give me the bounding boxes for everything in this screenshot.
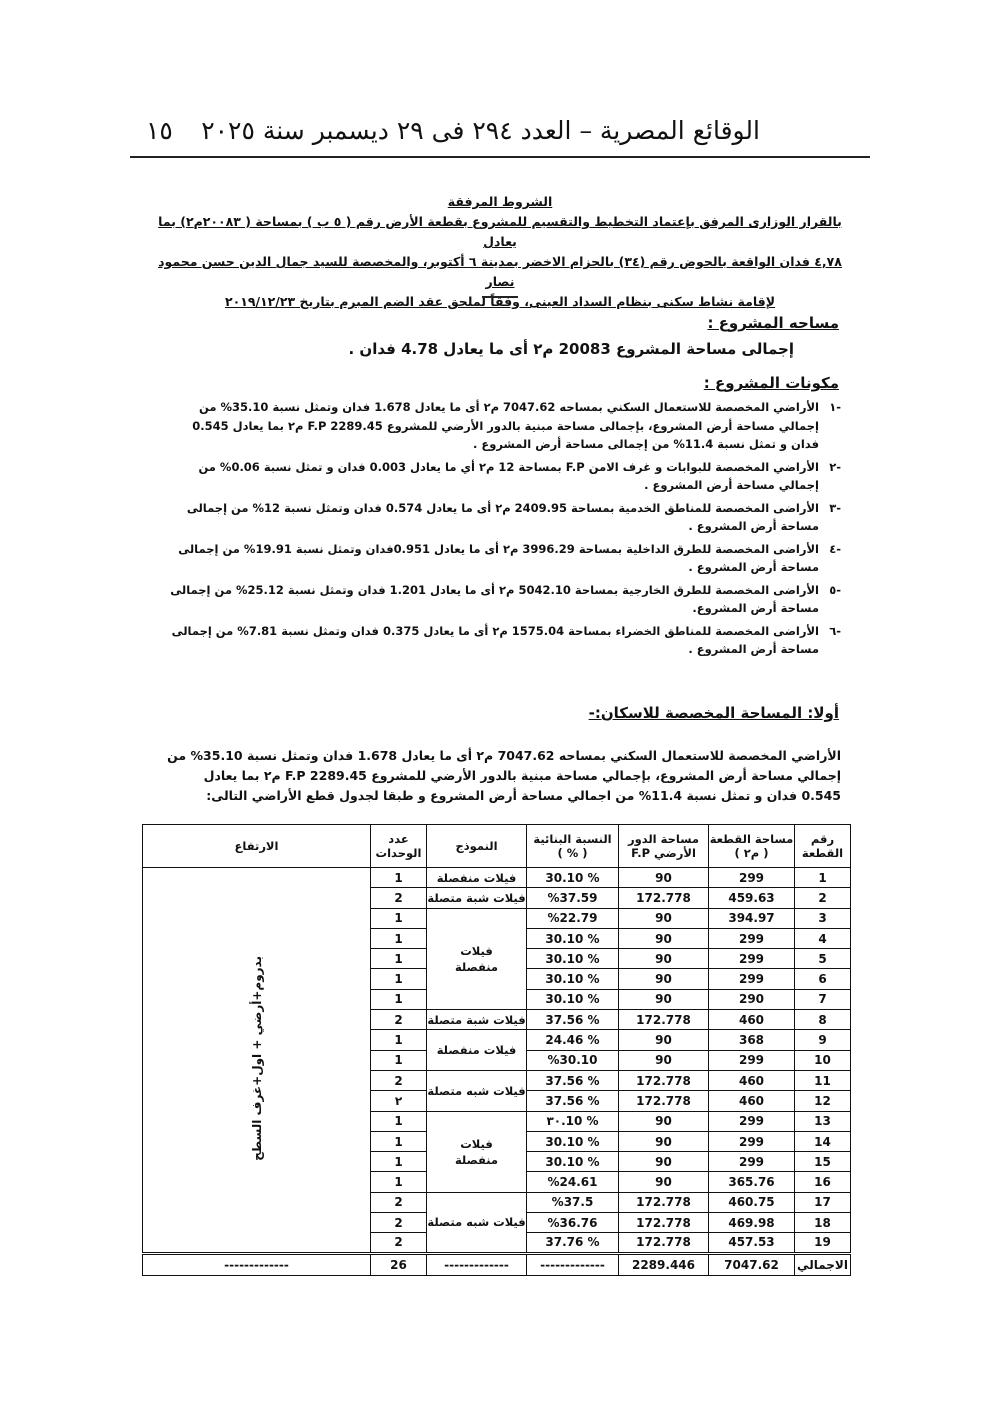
- cell-plot-area: 299: [709, 949, 795, 969]
- cell-coverage: %22.79: [527, 908, 619, 928]
- housing-title: أولا: المساحة المخصصة للاسكان:-: [588, 704, 839, 722]
- table-row: [143, 868, 851, 888]
- header-plot-area: مساحة القطعة ( م٢ ): [709, 825, 795, 868]
- cell-model: فيلات منفصلة: [427, 1030, 527, 1071]
- cell-model: فيلات شبه متصلة: [427, 1070, 527, 1111]
- cell-coverage: 37.56 %: [527, 1091, 619, 1111]
- cell-units: 1: [371, 1131, 427, 1151]
- project-total-area: إجمالى مساحة المشروع 20083 م٢ أى ما يعادل 4.78 فدان .: [348, 340, 794, 358]
- cell-plot-no: 14: [795, 1131, 851, 1151]
- header-height: الارتفاع: [143, 825, 371, 868]
- header-units: عدد الوحدات: [371, 825, 427, 868]
- cell-footprint: 90: [619, 928, 709, 948]
- cell-units: ٢: [371, 1091, 427, 1111]
- cell-plot-area: 299: [709, 1050, 795, 1070]
- cell-coverage: 30.10 %: [527, 949, 619, 969]
- cell-model: فيلات منفصلة: [427, 908, 527, 1009]
- item-number: -٢: [829, 459, 841, 474]
- conditions-heading: [150, 192, 850, 312]
- cell-plot-area: 299: [709, 868, 795, 888]
- components-list: [161, 398, 841, 663]
- cell-units: 1: [371, 908, 427, 928]
- cell-plot-area: 299: [709, 969, 795, 989]
- total-height: -------------: [143, 1253, 371, 1275]
- total-plot-area: 7047.62: [709, 1253, 795, 1275]
- cell-plot-area: 394.97: [709, 908, 795, 928]
- cell-units: 1: [371, 928, 427, 948]
- cell-footprint: 90: [619, 868, 709, 888]
- cell-plot-area: 469.98: [709, 1213, 795, 1233]
- cell-footprint: 172.778: [619, 1213, 709, 1233]
- cell-plot-no: 7: [795, 989, 851, 1009]
- cell-plot-area: 368: [709, 1030, 795, 1050]
- cell-plot-no: 3: [795, 908, 851, 928]
- cell-model: فيلات شبة متصلة: [427, 888, 527, 908]
- item-number: -١: [829, 400, 841, 414]
- cell-units: 1: [371, 1050, 427, 1070]
- cell-plot-no: 6: [795, 969, 851, 989]
- cell-units: 2: [371, 1070, 427, 1090]
- cell-footprint: 90: [619, 1131, 709, 1151]
- cell-plot-no: 1: [795, 868, 851, 888]
- cell-plot-no: 4: [795, 928, 851, 948]
- cell-model: فيلات منفصلة: [427, 868, 527, 888]
- component-item: [161, 398, 841, 454]
- cell-height: [143, 868, 371, 1254]
- component-item: [161, 458, 841, 495]
- cell-plot-no: 2: [795, 888, 851, 908]
- item-text: الأراضى المخصصة للطرق الخارجية بمساحة 5042.10 م٢ أى ما يعادل 1.201 فدان وتمثل نسبة 25.12% من إجمالى مساحة أرض المشروع.: [170, 582, 819, 615]
- total-coverage: -------------: [527, 1253, 619, 1275]
- item-number: -٣: [829, 500, 841, 515]
- cell-plot-area: 299: [709, 1131, 795, 1151]
- component-item: [161, 499, 841, 536]
- cell-footprint: 172.778: [619, 1233, 709, 1253]
- components-title: مكونات المشروع :: [703, 374, 839, 392]
- heading-line: ٤,٧٨ فدان الواقعة بالحوض رقم (٣٤) بالحزام الاخضر بمدينة ٦ أكتوبر، والمخصصة للسيد جمال الدين حسن محمود نصار: [158, 254, 842, 289]
- cell-coverage: %30.10: [527, 1050, 619, 1070]
- cell-coverage: 30.10 %: [527, 1131, 619, 1151]
- cell-units: 1: [371, 969, 427, 989]
- cell-footprint: 90: [619, 1111, 709, 1131]
- cell-units: 1: [371, 1172, 427, 1192]
- cell-footprint: 172.778: [619, 1010, 709, 1030]
- cell-model: فيلات منفصلة: [427, 1111, 527, 1192]
- cell-plot-area: 457.53: [709, 1233, 795, 1253]
- cell-coverage: 24.46 %: [527, 1030, 619, 1050]
- cell-plot-area: 299: [709, 928, 795, 948]
- total-label: الاجمالي: [795, 1253, 851, 1275]
- cell-plot-no: 19: [795, 1233, 851, 1253]
- cell-footprint: 90: [619, 1152, 709, 1172]
- table-total-row: [143, 1253, 851, 1275]
- header-footprint: مساحة الدور الأرضي F.P: [619, 825, 709, 868]
- cell-coverage: 30.10 %: [527, 868, 619, 888]
- cell-model: فيلات شبه متصلة: [427, 1192, 527, 1253]
- cell-plot-no: 16: [795, 1172, 851, 1192]
- cell-units: 2: [371, 1213, 427, 1233]
- header-plot-no: رقم القطعة: [795, 825, 851, 868]
- cell-footprint: 172.778: [619, 1070, 709, 1090]
- gazette-header: [130, 112, 870, 158]
- cell-plot-no: 15: [795, 1152, 851, 1172]
- gazette-title: الوقائع المصرية – العدد ٢٩٤ فى ٢٩ ديسمبر سنة ٢٠٢٥: [201, 116, 760, 145]
- cell-units: 2: [371, 1233, 427, 1253]
- total-units: 26: [371, 1253, 427, 1275]
- cell-footprint: 90: [619, 989, 709, 1009]
- cell-footprint: 90: [619, 969, 709, 989]
- cell-plot-no: 11: [795, 1070, 851, 1090]
- cell-coverage: 37.56 %: [527, 1070, 619, 1090]
- cell-plot-area: 459.63: [709, 888, 795, 908]
- component-item: [161, 540, 841, 577]
- cell-plot-no: 5: [795, 949, 851, 969]
- cell-footprint: 90: [619, 1172, 709, 1192]
- cell-footprint: 172.778: [619, 1192, 709, 1212]
- item-text: الأراضى المخصصة للطرق الداخلية بمساحة 3996.29 م٢ أى ما يعادل 0.951فدان وتمثل نسبة 19.91% من إجمالى مساحة أرض المشروع .: [178, 541, 819, 574]
- item-text: الأراضى المخصصة للمناطق الخدمية بمساحة 2409.95 م٢ أى ما يعادل 0.574 فدان وتمثل نسبة 12% من إجمالى مساحة أرض المشروع .: [186, 500, 819, 533]
- header-model: النموذج: [427, 825, 527, 868]
- divider: [482, 296, 518, 298]
- cell-units: 1: [371, 868, 427, 888]
- cell-units: 1: [371, 989, 427, 1009]
- cell-plot-area: 460: [709, 1091, 795, 1111]
- cell-plot-no: 17: [795, 1192, 851, 1212]
- cell-units: 2: [371, 1192, 427, 1212]
- cell-plot-area: 365.76: [709, 1172, 795, 1192]
- project-area-title: مساحه المشروع :: [707, 314, 839, 332]
- cell-units: 1: [371, 1111, 427, 1131]
- cell-coverage: %37.5: [527, 1192, 619, 1212]
- cell-coverage: %37.59: [527, 888, 619, 908]
- cell-coverage: 30.10 %: [527, 989, 619, 1009]
- cell-units: 1: [371, 1030, 427, 1050]
- conditions-title: الشروط المرفقة: [447, 194, 553, 209]
- cell-footprint: 90: [619, 1030, 709, 1050]
- item-number: -٥: [829, 582, 841, 597]
- item-number: -٤: [829, 541, 841, 556]
- height-value: بدروم+أرضي + اول+غرف السطح: [249, 955, 264, 1161]
- item-text: الأراضي المخصصة للبوابات و غرف الامن F.P بمساحة 12 م٢ أي ما يعادل 0.003 فدان و تمثل نسبة 0.06% من إجمالي مساحة أرض المشروع .: [198, 459, 819, 492]
- cell-plot-no: 13: [795, 1111, 851, 1131]
- cell-coverage: 30.10 %: [527, 928, 619, 948]
- cell-plot-no: 18: [795, 1213, 851, 1233]
- item-number: -٦: [829, 623, 841, 638]
- item-text: الأراضى المخصصة للمناطق الخضراء بمساحة 1575.04 م٢ أى ما يعادل 0.375 فدان وتمثل نسبة 7.81% من إجمالى مساحة أرض المشروع .: [171, 623, 819, 656]
- cell-footprint: 90: [619, 908, 709, 928]
- cell-footprint: 172.778: [619, 888, 709, 908]
- heading-line: بالقرار الوزارى المرفق بإعتماد التخطيط والتقسيم للمشروع بقطعة الأرض رقم ( ٥ ب ) بمساحة ( ٢٠٠٨٣م٢) بما يعادل: [158, 214, 842, 249]
- cell-plot-area: 460.75: [709, 1192, 795, 1212]
- table-header-row: [143, 825, 851, 868]
- plots-table: [142, 824, 851, 1276]
- cell-coverage: 30.10 %: [527, 1152, 619, 1172]
- page-number: ١٥: [146, 116, 173, 145]
- header-coverage: النسبة البنائية ( % ): [527, 825, 619, 868]
- cell-plot-area: 299: [709, 1152, 795, 1172]
- cell-coverage: %36.76: [527, 1213, 619, 1233]
- cell-plot-area: 460: [709, 1070, 795, 1090]
- heading-line: لإقامة نشاط سكنى بنظام السداد العينى، وفقاً لملحق عقد الضم المبرم بتاريخ ٢٠١٩/١٢/٢٣: [224, 294, 776, 309]
- housing-paragraph: الأراضي المخصصة للاستعمال السكني بمساحه 7047.62 م٢ أى ما يعادل 1.678 فدان وتمثل نسبة 35.10% من إجمالي مساحة أرض المشروع، بإجمالي مساحة مبنية بالدور الأرضي للمشروع F.P 2289.45 م٢ بما يعادل 0.545 فدان و تمثل نسبة 11.4% من اجمالي مساحة أرض المشروع و طبقا لجدول قطع الأراضي التالى:: [167, 748, 841, 803]
- item-text: الأراضي المخصصة للاستعمال السكني بمساحه 7047.62 م٢ أى ما يعادل 1.678 فدان وتمثل نسبة 35.10% من إجمالي مساحة أرض المشروع، بإجمالى مساحة مبنية بالدور الأرضي للمشروع F.P 2289.45 م٢ بما يعادل 0.545 فدان و تمثل نسبة 11.4% من إجمالى مساحة أرض المشروع .: [192, 400, 819, 451]
- cell-coverage: 37.56 %: [527, 1010, 619, 1030]
- component-item: [161, 622, 841, 659]
- cell-plot-area: 299: [709, 1111, 795, 1131]
- component-item: [161, 581, 841, 618]
- cell-units: 2: [371, 1010, 427, 1030]
- cell-plot-area: 460: [709, 1010, 795, 1030]
- total-model: -------------: [427, 1253, 527, 1275]
- cell-plot-no: 8: [795, 1010, 851, 1030]
- cell-coverage: 30.10 %: [527, 969, 619, 989]
- cell-footprint: 90: [619, 949, 709, 969]
- cell-model: فيلات شبة متصلة: [427, 1010, 527, 1030]
- cell-units: 2: [371, 888, 427, 908]
- cell-plot-no: 9: [795, 1030, 851, 1050]
- cell-units: 1: [371, 949, 427, 969]
- cell-coverage: %24.61: [527, 1172, 619, 1192]
- cell-coverage: 37.76 %: [527, 1233, 619, 1253]
- cell-units: 1: [371, 1152, 427, 1172]
- cell-plot-no: 12: [795, 1091, 851, 1111]
- total-footprint: 2289.446: [619, 1253, 709, 1275]
- cell-footprint: 172.778: [619, 1091, 709, 1111]
- cell-plot-no: 10: [795, 1050, 851, 1070]
- cell-coverage: ٣٠.10 %: [527, 1111, 619, 1131]
- cell-footprint: 90: [619, 1050, 709, 1070]
- cell-plot-area: 290: [709, 989, 795, 1009]
